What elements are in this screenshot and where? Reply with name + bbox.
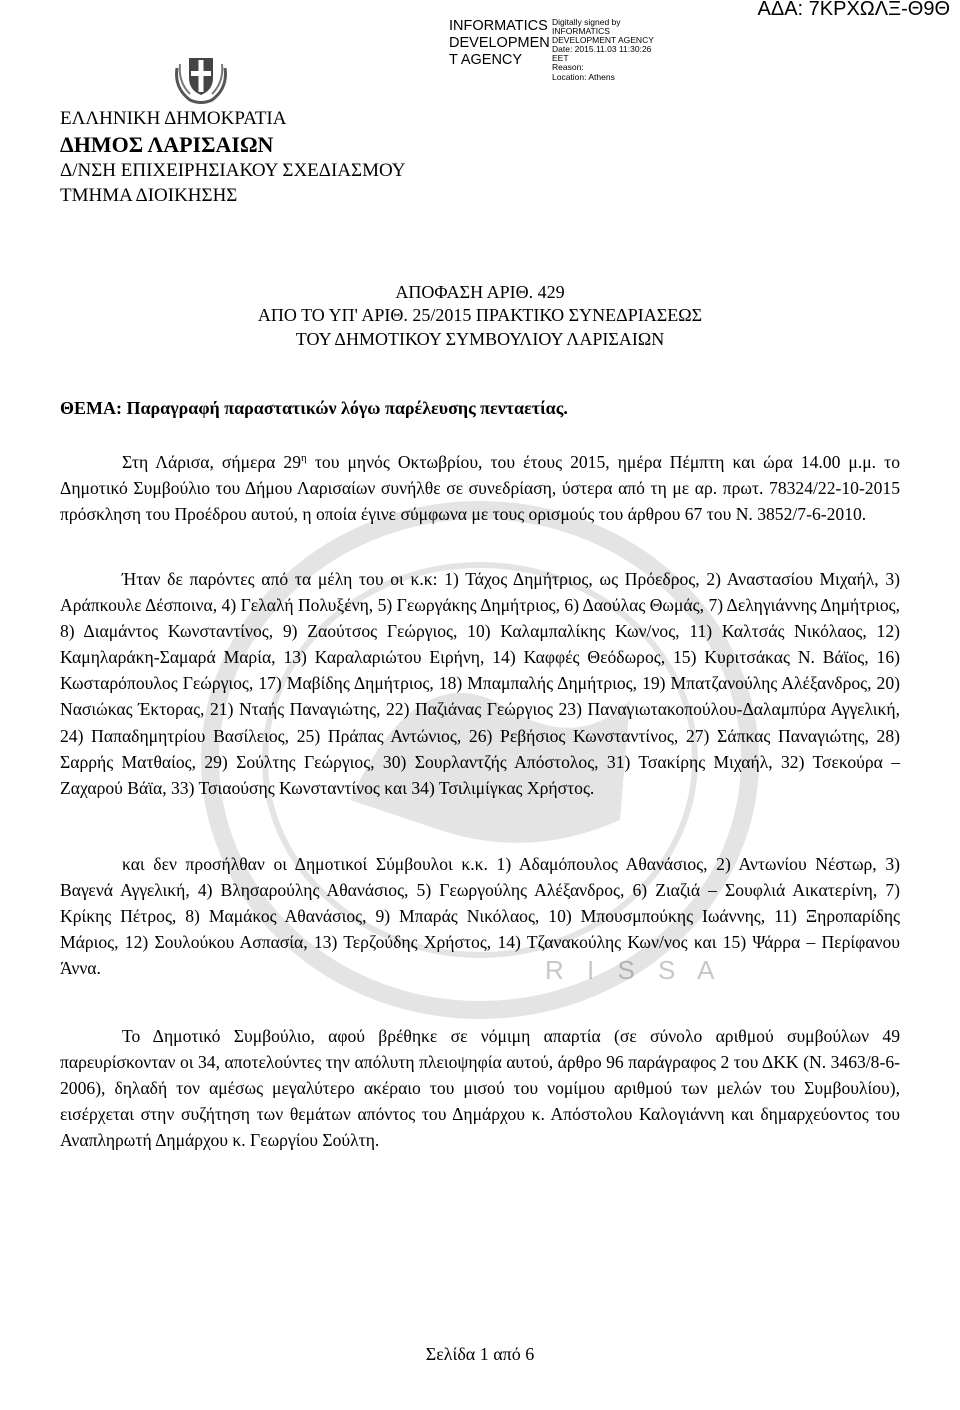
signature-detail-line: EET [552, 53, 569, 64]
page-number: Σελίδα 1 από 6 [425, 1344, 535, 1364]
watermark-text: R I S S A [545, 955, 723, 985]
signature-detail-line: Date: 2015.11.03 11:30:26 [552, 44, 652, 55]
signature-detail-line: Reason: [552, 62, 584, 73]
signature-details [552, 18, 654, 82]
signature-detail-line: INFORMATICS [552, 26, 610, 37]
absent-members-text: και δεν προσήλθαν οι Δημοτικοί Σύμβουλοι κ.κ. 1) Αδαμόπουλος Αθανάσιος, 2) Αντωνίου Νέστωρ, 3) Βαγενά Αγγελική, 4) Βλησαρούλης Αθανάσιος, 5) Γεωργούλης Αλέξανδρος, 6) Ζιαζιά – Σουφλιά Αικατερίνη, 7) Κρίκης Πέτρος, 8) Μαμάκος Αθανάσιος, 9) Μπαράς Νικόλαος, 10) Μπουσμπούκης Ιωάννης, 11) Ξηροπαρίδης Μάριος, 12) Σουλούκου Ασπασία, 13) Τερζούδης Χρήστος, 14) Τζανακούλης Κων/νος και 15) Ψάρρα – Περίφανου Άννα. [60, 854, 900, 979]
paragraph-present [60, 566, 900, 801]
municipality-line: ΔΗΜΟΣ ΛΑΡΙΣΑΙΩΝ [60, 132, 274, 157]
signature-signer [449, 18, 549, 69]
minutes-reference: ΑΠΟ ΤΟ ΥΠ' ΑΡΙΘ. 25/2015 ΠΡΑΚΤΙΚΟ ΣΥΝΕΔΡΙΑΣΕΩΣ [257, 305, 703, 325]
issuer-header [60, 106, 406, 208]
meeting-text-start: Στη Λάρισα, σήμερα 29 [122, 451, 302, 472]
council-line: ΤΟΥ ΔΗΜΟΤΙΚΟΥ ΣΥΜΒΟΥΛΙΟΥ ΛΑΡΙΣΑΙΩΝ [295, 329, 665, 349]
meeting-text-end: του μηνός Οκτωβρίου, του έτους 2015, ημέρα Πέμπτη και ώρα 14.00 μ.μ. το Δημοτικό Συμβούλιο του Δήμου Λαρισαίων συνήλθε σε συνεδρίαση, ύστερα από τη με αρ. πρωτ. 78324/22-10-2015 πρόσκληση του Προέδρου αυτού, η οποία έγινε σύμφωνα με τους ορισμούς του άρθρου 67 του Ν. 3852/7-6-2010. [60, 451, 900, 525]
meeting-text-sup: η [301, 452, 307, 464]
quorum-text: Το Δημοτικό Συμβούλιο, αφού βρέθηκε σε νόμιμη απαρτία (σε σύνολο αριθμού συμβούλων 49 παρευρίσκονταν οι 34, αποτελούντες την απόλυτη πλειοψηφία αυτού, άρθρο 96 παράγραφος 2 του ΔΚΚ (Ν. 3463/8-6-2006), δηλαδή τον αμέσως μεγαλύτερο ακέραιο του μισού του νομίμου αριθμού των μελών του Συμβουλίου), εισέρχεται στην συζήτηση των θεμάτων απόντος του Δημάρχου κ. Απόστολου Καλογιάννη και δημαρχεύοντος του Αναπληρωτή Δημάρχου κ. Γεωργίου Σούλτη. [60, 1026, 900, 1151]
signature-signer-line: INFORMATICS [449, 18, 548, 34]
decision-number: ΑΠΟΦΑΣΗ ΑΡΙΘ. 429 [395, 282, 565, 302]
greek-emblem-icon [172, 48, 230, 106]
paragraph-meeting [60, 445, 900, 527]
country-line: ΕΛΛΗΝΙΚΗ ΔΗΜΟΚΡΑΤΙΑ [60, 108, 287, 129]
signature-signer-line: T AGENCY [449, 52, 523, 68]
ada-code: ΑΔΑ: 7ΚΡΧΩΛΞ-Θ9Θ [757, 0, 950, 20]
signature-signer-line: DEVELOPMEN [449, 35, 550, 51]
directorate-line: Δ/ΝΣΗ ΕΠΙΧΕΙΡΗΣΙΑΚΟΥ ΣΧΕΔΙΑΣΜΟΥ [60, 160, 406, 181]
department-line: ΤΜΗΜΑ ΔΙΟΙΚΗΣΗΣ [60, 185, 238, 206]
signature-detail-line: Digitally signed by [552, 17, 621, 27]
paragraph-quorum [60, 1023, 900, 1153]
present-members-text: Ήταν δε παρόντες από τα μέλη του οι κ.κ: 1) Τάχος Δημήτριος, ως Πρόεδρος, 2) Αναστασίου Μιχαήλ, 3) Αράπκουλε Δέσποινα, 4) Γελαλή Πολυξένη, 5) Γεωργάκης Δημήτριος, 6) Δαούλας Θωμάς, 7) Δεληγιάννης Δημήτριος, 8) Διαμάντος Κωνσταντίνος, 9) Ζαούτσος Γεώργιος, 10) Καλαμπαλίκης Κων/νος, 11) Καλτσάς Νικόλαος, 12) Καμηλαράκη-Σαμαρά Μαρία, 13) Καραλαριώτου Ειρήνη, 14) Καφφές Θεόδωρος, 15) Κυριτσάκας Ν. Βάϊος, 16) Κωσταρόπουλος Γεώργιος, 17) Μαβίδης Δημήτριος, 18) Μπαμπαλής Δημήτριος, 19) Μπατζανούλης Αλέξανδρος, 20) Νασιώκας Έκτορας, 21) Νταής Παναγιώτης, 22) Παζιάνας Γεώργιος 23) Παναγιωτακοπούλου-Δαλαμπύρα Αγγελική, 24) Παπαδημητρίου Βασίλειος, 25) Πράπας Αντώνιος, 26) Ρεβήσιος Κωνσταντίνος, 27) Σάπκας Παναγιώτης, 28) Σαρρής Ματθαίος, 29) Σούλτης Γεώργιος, 30) Σουρλαντζής Απόστολος, 31) Τσακίρης Μιχαήλ, 32) Τσεκούρα – Ζαχαρού Βάϊα, 33) Τσιαούσης Κωνσταντίνος και 34) Τσιλιμίγκας Χρήστος. [60, 569, 900, 798]
paragraph-absent [60, 851, 900, 981]
signature-detail-line: Location: Athens [552, 71, 615, 82]
signature-detail-line: DEVELOPMENT AGENCY [552, 35, 654, 46]
subject-line: ΘΕΜΑ: Παραγραφή παραστατικών λόγω παρέλευσης πενταετίας. [60, 398, 568, 418]
